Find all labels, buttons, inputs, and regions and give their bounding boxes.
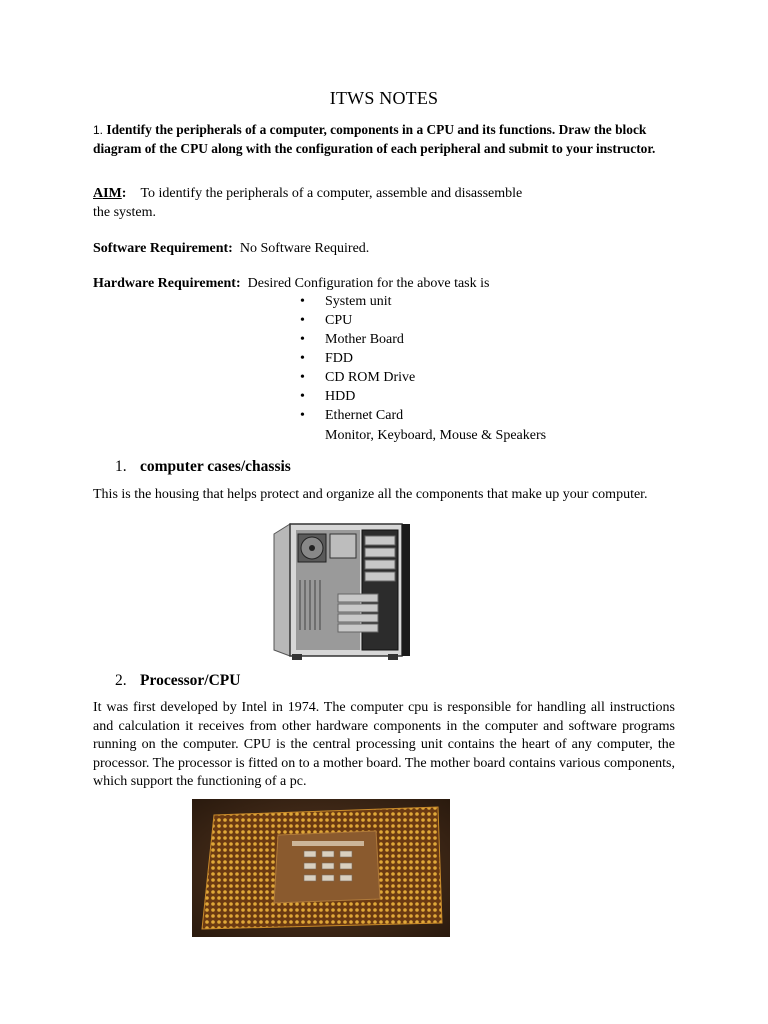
computer-case-image	[268, 520, 416, 662]
list-item: • Mother Board	[300, 332, 404, 347]
question-number: 1.	[93, 123, 104, 137]
aim-line: AIM: To identify the peripherals of a computer, assemble and disassemble	[93, 186, 523, 201]
bullet-icon: •	[300, 408, 305, 423]
hardware-label: Hardware Requirement:	[93, 276, 241, 291]
page-title: ITWS NOTES	[329, 88, 439, 108]
section-body-case: This is the housing that helps protect and organize all the components that make up your computer.	[93, 487, 648, 502]
bullet-icon: •	[300, 313, 305, 328]
question-body: Identify the peripherals of a computer, components in a CPU and its functions. Draw the block diagram of the CPU along with the configuration of each peripheral and submit to your instructor.	[93, 122, 656, 156]
section-heading-cpu: 2. Processor/CPU	[115, 672, 241, 689]
section-heading-case: 1. computer cases/chassis	[115, 458, 291, 475]
software-requirement	[93, 239, 369, 258]
bullet-icon: •	[300, 370, 305, 385]
peripherals-line: Monitor, Keyboard, Mouse & Speakers	[325, 428, 547, 443]
hardware-value: Desired Configuration for the above task is	[247, 276, 490, 291]
list-item: • FDD	[300, 351, 354, 366]
hardware-requirement	[93, 274, 489, 293]
hardware-list	[300, 292, 415, 425]
list-item: • HDD	[300, 389, 356, 404]
list-item: • Ethernet Card	[300, 408, 404, 423]
bullet-icon: •	[300, 351, 305, 366]
list-item: • CPU	[300, 313, 353, 328]
bullet-icon: •	[300, 332, 305, 347]
question-text	[93, 121, 683, 158]
software-label: Software Requirement:	[93, 241, 233, 256]
cpu-processor-image	[192, 799, 450, 937]
list-item: • System unit	[300, 294, 392, 309]
list-item: • CD ROM Drive	[300, 370, 416, 385]
aim-label: AIM	[93, 186, 122, 201]
software-value: No Software Required.	[239, 241, 370, 256]
bullet-icon: •	[300, 294, 305, 309]
bullet-icon: •	[300, 389, 305, 404]
aim-text: To identify the peripherals of a computer, assemble and disassemble	[140, 186, 523, 201]
section-body-cpu: It was first developed by Intel in 1974. The computer cpu is responsible for handling all instructions and calculation it receives from other hardware components in the computer and software programs running on the computer. CPU is the central processing unit contains the heart of any computer, the processor. The processor is fitted on to a mother board. The mother board contains various components, which support the functioning of a pc.	[93, 700, 675, 790]
aim-text-continued: the system.	[93, 205, 156, 220]
